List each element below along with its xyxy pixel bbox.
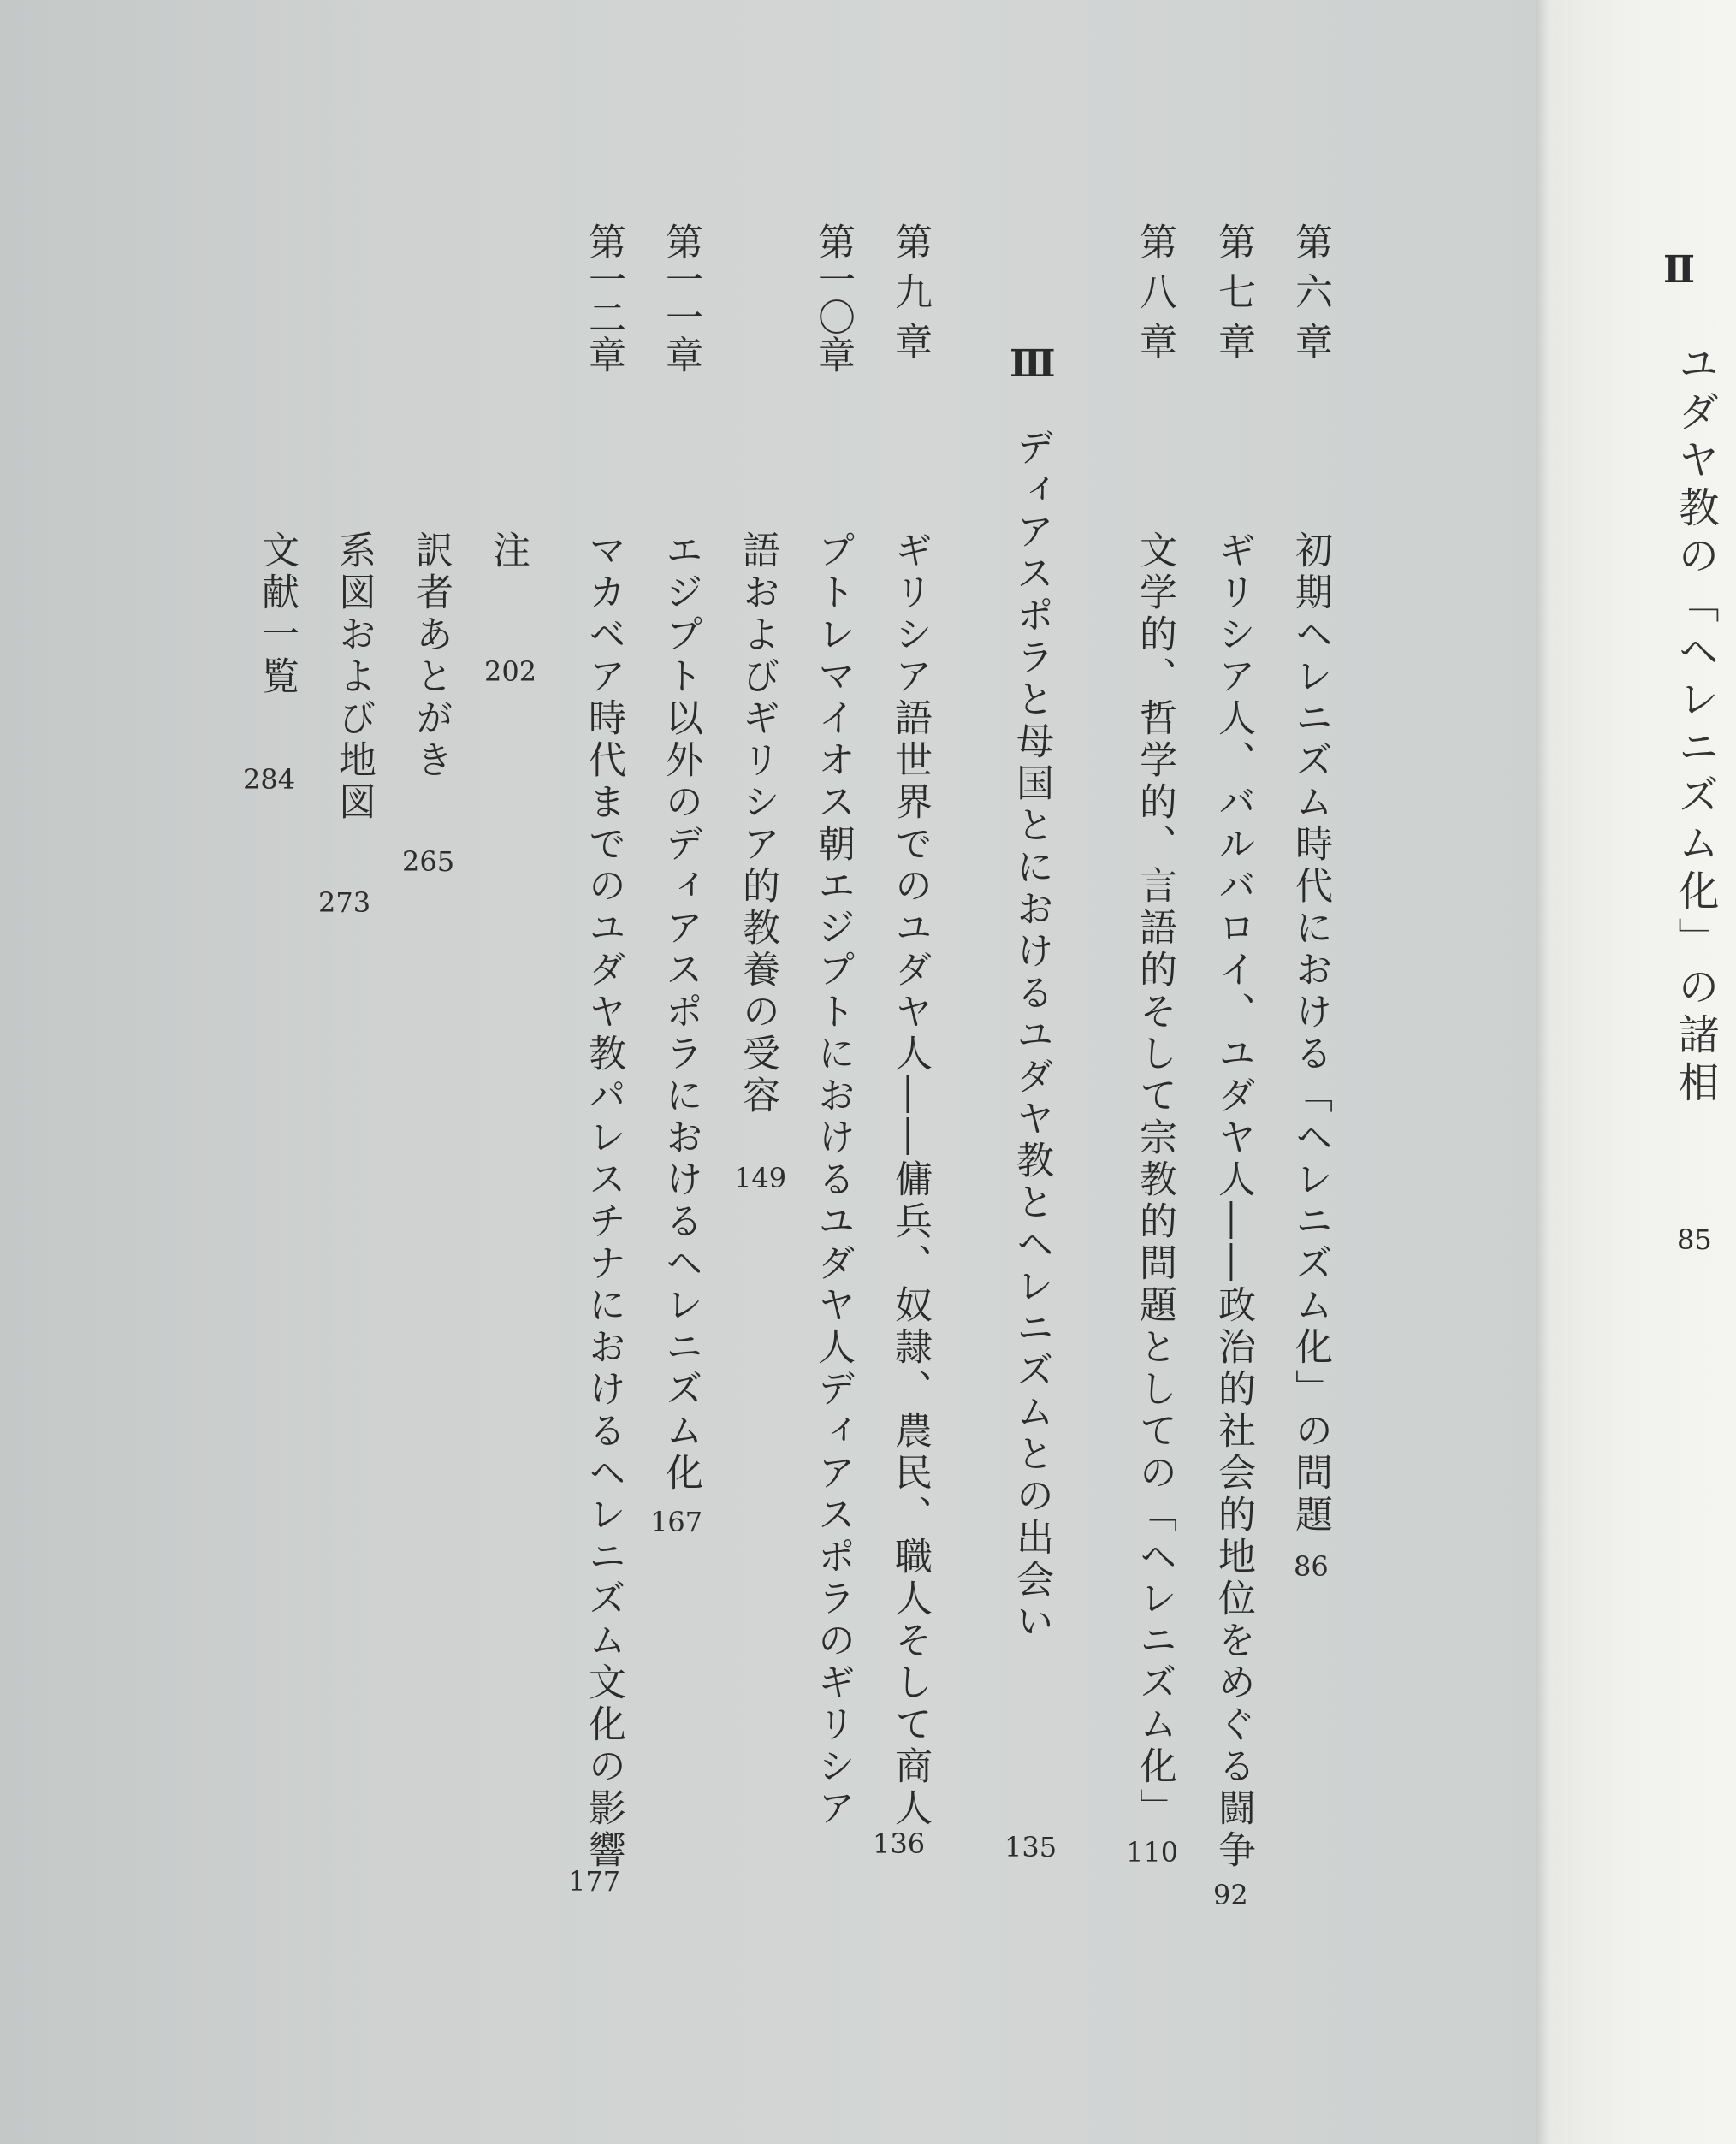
chapter-11-page: 167 <box>650 1506 703 1538</box>
chapter-10-page: 149 <box>734 1162 787 1194</box>
bibliography-page: 284 <box>243 763 296 796</box>
chapter-8-page: 110 <box>1126 1836 1179 1869</box>
chapter-label: 第八章 <box>1133 222 1176 371</box>
chapter-title-continued: 語およびギリシア的教養の受容 <box>736 530 779 1117</box>
chapter-label: 第六章 <box>1289 222 1332 371</box>
genealogy-maps-page: 273 <box>318 886 371 919</box>
chapter-12-page: 177 <box>568 1865 621 1898</box>
chapter-title: ギリシア語世界でのユダヤ人――傭兵、奴隷、農民、職人そして商人 <box>888 530 932 1830</box>
chapter-label: 第九章 <box>888 222 932 371</box>
chapter-7-page: 92 <box>1213 1879 1248 1911</box>
part3-title: ディアスポラと母国とにおけるユダヤ教とヘレニズムとの出会い <box>1010 428 1053 1644</box>
translators-afterword-page: 265 <box>402 845 455 878</box>
part2-page: 85 <box>1677 1223 1712 1256</box>
chapter-label: 第七章 <box>1212 222 1255 371</box>
chapter-label: 第一二章 <box>582 222 625 373</box>
chapter-6-page: 86 <box>1294 1550 1329 1583</box>
chapter-title: マカベア時代までのユダヤ教パレスチナにおけるヘレニズム文化の影響 <box>582 530 625 1872</box>
notes-page: 202 <box>484 655 537 688</box>
chapter-title: プトレマイオス朝エジプトにおけるユダヤ人ディアスポラのギリシア <box>811 530 855 1830</box>
chapter-9-page: 136 <box>873 1827 926 1860</box>
part3-numeral: Ⅲ <box>1010 342 1056 386</box>
chapter-title: 文学的、哲学的、言語的そして宗教的問題としての「ヘレニズム化」 <box>1133 530 1176 1830</box>
part3-page: 135 <box>1004 1831 1058 1863</box>
notes-title: 注 <box>486 530 530 572</box>
part2-numeral: Ⅱ <box>1663 248 1696 292</box>
chapter-title: 初期ヘレニズム時代における「ヘレニズム化」の問題 <box>1289 530 1332 1537</box>
chapter-label: 第一一章 <box>659 222 702 373</box>
translators-afterword-title: 訳者あとがき <box>409 530 453 782</box>
part2-title: ユダヤ教の「ヘレニズム化」の諸相 <box>1671 342 1719 1109</box>
chapter-label: 第一〇章 <box>811 222 855 373</box>
chapter-title: ギリシア人、バルバロイ、ユダヤ人――政治的社会的地位をめぐる闘争 <box>1212 530 1255 1872</box>
genealogy-maps-title: 系図および地図 <box>332 530 376 824</box>
chapter-title: エジプト以外のディアスポラにおけるヘレニズム化 <box>659 530 702 1495</box>
bibliography-title: 文献一覧 <box>255 530 299 698</box>
